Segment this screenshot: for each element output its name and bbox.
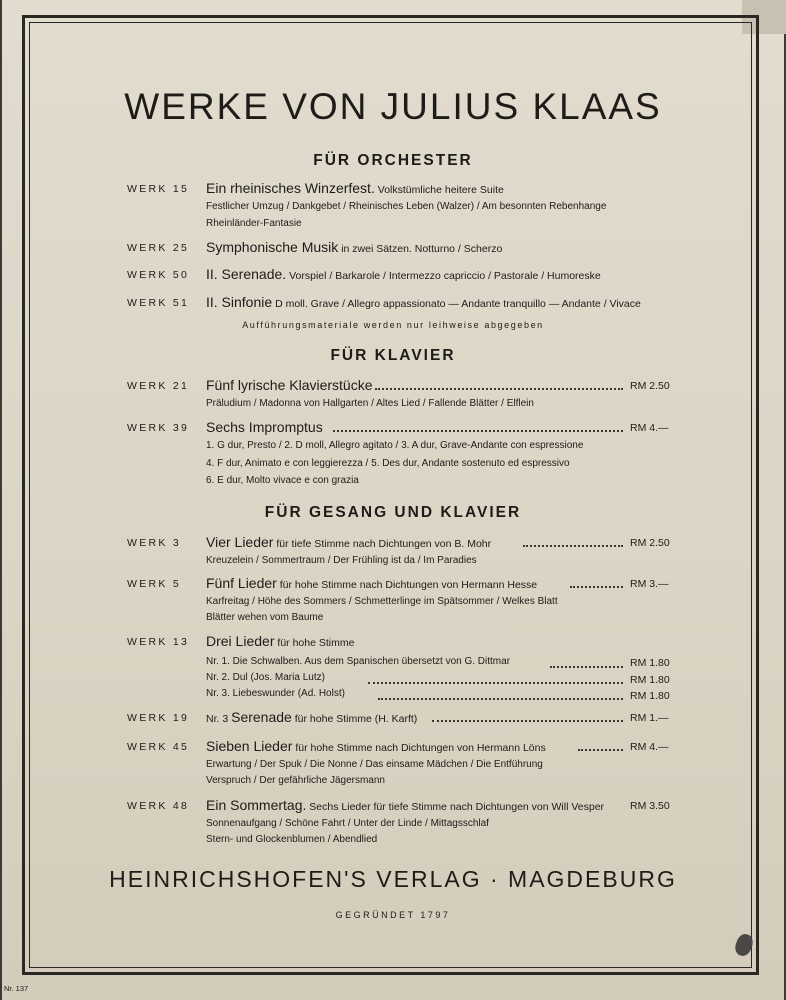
page-title: WERKE VON JULIUS KLAAS	[124, 86, 662, 127]
werk-number: WERK 15	[127, 183, 190, 195]
work-entry	[206, 738, 546, 754]
price: RM 3.50	[630, 800, 670, 812]
work-title: Ein Sommertag.	[206, 797, 307, 813]
work-entry	[206, 709, 417, 725]
werk-number: WERK 21	[127, 380, 190, 392]
price: RM 2.50	[630, 537, 670, 549]
leader-dots	[578, 739, 623, 751]
movement-list: Präludium / Madonna von Hallgarten / Altes Lied / Fallende Blätter / Elflein	[206, 398, 534, 409]
price: RM 4.—	[630, 741, 669, 753]
work-entry	[206, 633, 354, 649]
price: RM 1.—	[630, 712, 669, 724]
work-title: II. Serenade.	[206, 266, 287, 282]
werk-number: WERK 50	[127, 269, 190, 281]
founded-year: GEGRÜNDET 1797	[335, 910, 451, 920]
work-entry	[206, 534, 491, 550]
song-number: Nr. 3	[206, 713, 229, 725]
leader-dots	[375, 378, 623, 390]
song-item: Nr. 2. Dul (Jos. Maria Lutz)	[206, 672, 325, 683]
section-heading-gesang: FÜR GESANG UND KLAVIER	[264, 504, 522, 521]
movement-list: 6. E dur, Molto vivace e con grazia	[206, 475, 359, 486]
work-description: für hohe Stimme nach Dichtungen von Hermann Hesse	[279, 579, 538, 591]
leader-dots	[550, 656, 623, 668]
leader-dots	[523, 535, 623, 547]
work-description: für tiefe Stimme nach Dichtungen von B. Mohr	[276, 538, 492, 550]
song-list: Sonnenaufgang / Schöne Fahrt / Unter der Linde / Mittagsschlaf	[206, 818, 489, 829]
work-title: Fünf lyrische Klavierstücke	[206, 377, 373, 393]
work-description: in zwei Sätzen. Notturno / Scherzo	[341, 243, 503, 255]
song-item: Nr. 1. Die Schwalben. Aus dem Spanischen übersetzt von G. Dittmar	[206, 656, 511, 667]
publisher-name: HEINRICHSHOFEN'S VERLAG · MAGDEBURG	[109, 866, 677, 892]
leader-dots	[378, 688, 623, 700]
performance-note: Aufführungsmateriale werden nur leihweise abgegeben	[242, 320, 544, 330]
section-heading-klavier: FÜR KLAVIER	[330, 347, 456, 364]
price: RM 1.80	[630, 674, 670, 686]
movement-list: 1. G dur, Presto / 2. D moll, Allegro agitato / 3. A dur, Grave-Andante con espressione	[206, 440, 584, 451]
work-description: für hohe Stimme (H. Karft)	[294, 713, 418, 725]
movement-list: Festlicher Umzug / Dankgebet / Rheinisches Leben (Walzer) / Am besonnten Rebenhange	[206, 201, 607, 212]
work-entry	[206, 797, 604, 813]
leader-dots	[368, 672, 623, 684]
work-title: Ein rheinisches Winzerfest.	[206, 180, 375, 196]
work-title: Vier Lieder	[206, 534, 274, 550]
werk-number: WERK 45	[127, 741, 190, 753]
work-description: Volkstümliche heitere Suite	[377, 184, 504, 196]
section-heading-orchester: FÜR ORCHESTER	[313, 152, 473, 169]
work-description: für hohe Stimme	[277, 637, 355, 649]
work-description: für hohe Stimme nach Dichtungen von Hermann Löns	[295, 742, 546, 754]
work-title: Fünf Lieder	[206, 575, 277, 591]
leader-dots	[432, 710, 623, 722]
price: RM 1.80	[630, 690, 670, 702]
movement-list: Rheinländer-Fantasie	[206, 218, 302, 229]
werk-number: WERK 3	[127, 537, 182, 549]
price: RM 4.—	[630, 422, 669, 434]
movement-list: 4. F dur, Animato e con leggierezza / 5. Des dur, Andante sostenuto ed espressivo	[206, 458, 570, 469]
work-title: Symphonische Musik	[206, 239, 339, 255]
song-list: Erwartung / Der Spuk / Die Nonne / Das einsame Mädchen / Die Entführung	[206, 759, 543, 770]
work-description: Sechs Lieder für tiefe Stimme nach Dichtungen von Will Vesper	[309, 801, 605, 813]
work-entry	[206, 377, 373, 393]
werk-number: WERK 13	[127, 636, 190, 648]
work-title: Sieben Lieder	[206, 738, 293, 754]
werk-number: WERK 51	[127, 297, 190, 309]
work-entry	[206, 575, 537, 591]
work-entry	[206, 294, 641, 310]
werk-number: WERK 39	[127, 422, 190, 434]
work-title: II. Sinfonie	[206, 294, 273, 310]
werk-number: WERK 5	[127, 578, 182, 590]
work-entry	[206, 266, 601, 282]
song-list: Verspruch / Der gefährliche Jägersmann	[206, 775, 385, 786]
work-description: Vorspiel / Barkarole / Intermezzo capriccio / Pastorale / Humoreske	[289, 270, 601, 282]
work-title: Drei Lieder	[206, 633, 275, 649]
leader-dots	[570, 576, 623, 588]
song-item: Nr. 3. Liebeswunder (Ad. Holst)	[206, 688, 345, 699]
werk-number: WERK 19	[127, 712, 190, 724]
werk-number: WERK 25	[127, 242, 190, 254]
price: RM 2.50	[630, 380, 670, 392]
work-entry	[206, 419, 323, 435]
work-entry	[206, 239, 502, 255]
song-list: Kreuzelein / Sommertraum / Der Frühling ist da / Im Paradies	[206, 555, 477, 566]
song-list: Blätter wehen vom Baume	[206, 612, 324, 623]
work-description: D moll. Grave / Allegro appassionato — Andante tranquillo — Andante / Vivace	[275, 298, 641, 310]
leader-dots	[333, 420, 623, 432]
song-list: Karfreitag / Höhe des Sommers / Schmetterlinge im Spätsommer / Welkes Blatt	[206, 596, 558, 607]
price: RM 1.80	[630, 657, 670, 669]
plate-number: Nr. 137	[4, 984, 29, 993]
work-entry	[206, 180, 504, 196]
work-title: Sechs Impromptus	[206, 419, 323, 435]
work-title: Serenade	[231, 709, 292, 725]
song-list: Stern- und Glockenblumen / Abendlied	[206, 834, 378, 845]
price: RM 3.—	[630, 578, 669, 590]
werk-number: WERK 48	[127, 800, 190, 812]
